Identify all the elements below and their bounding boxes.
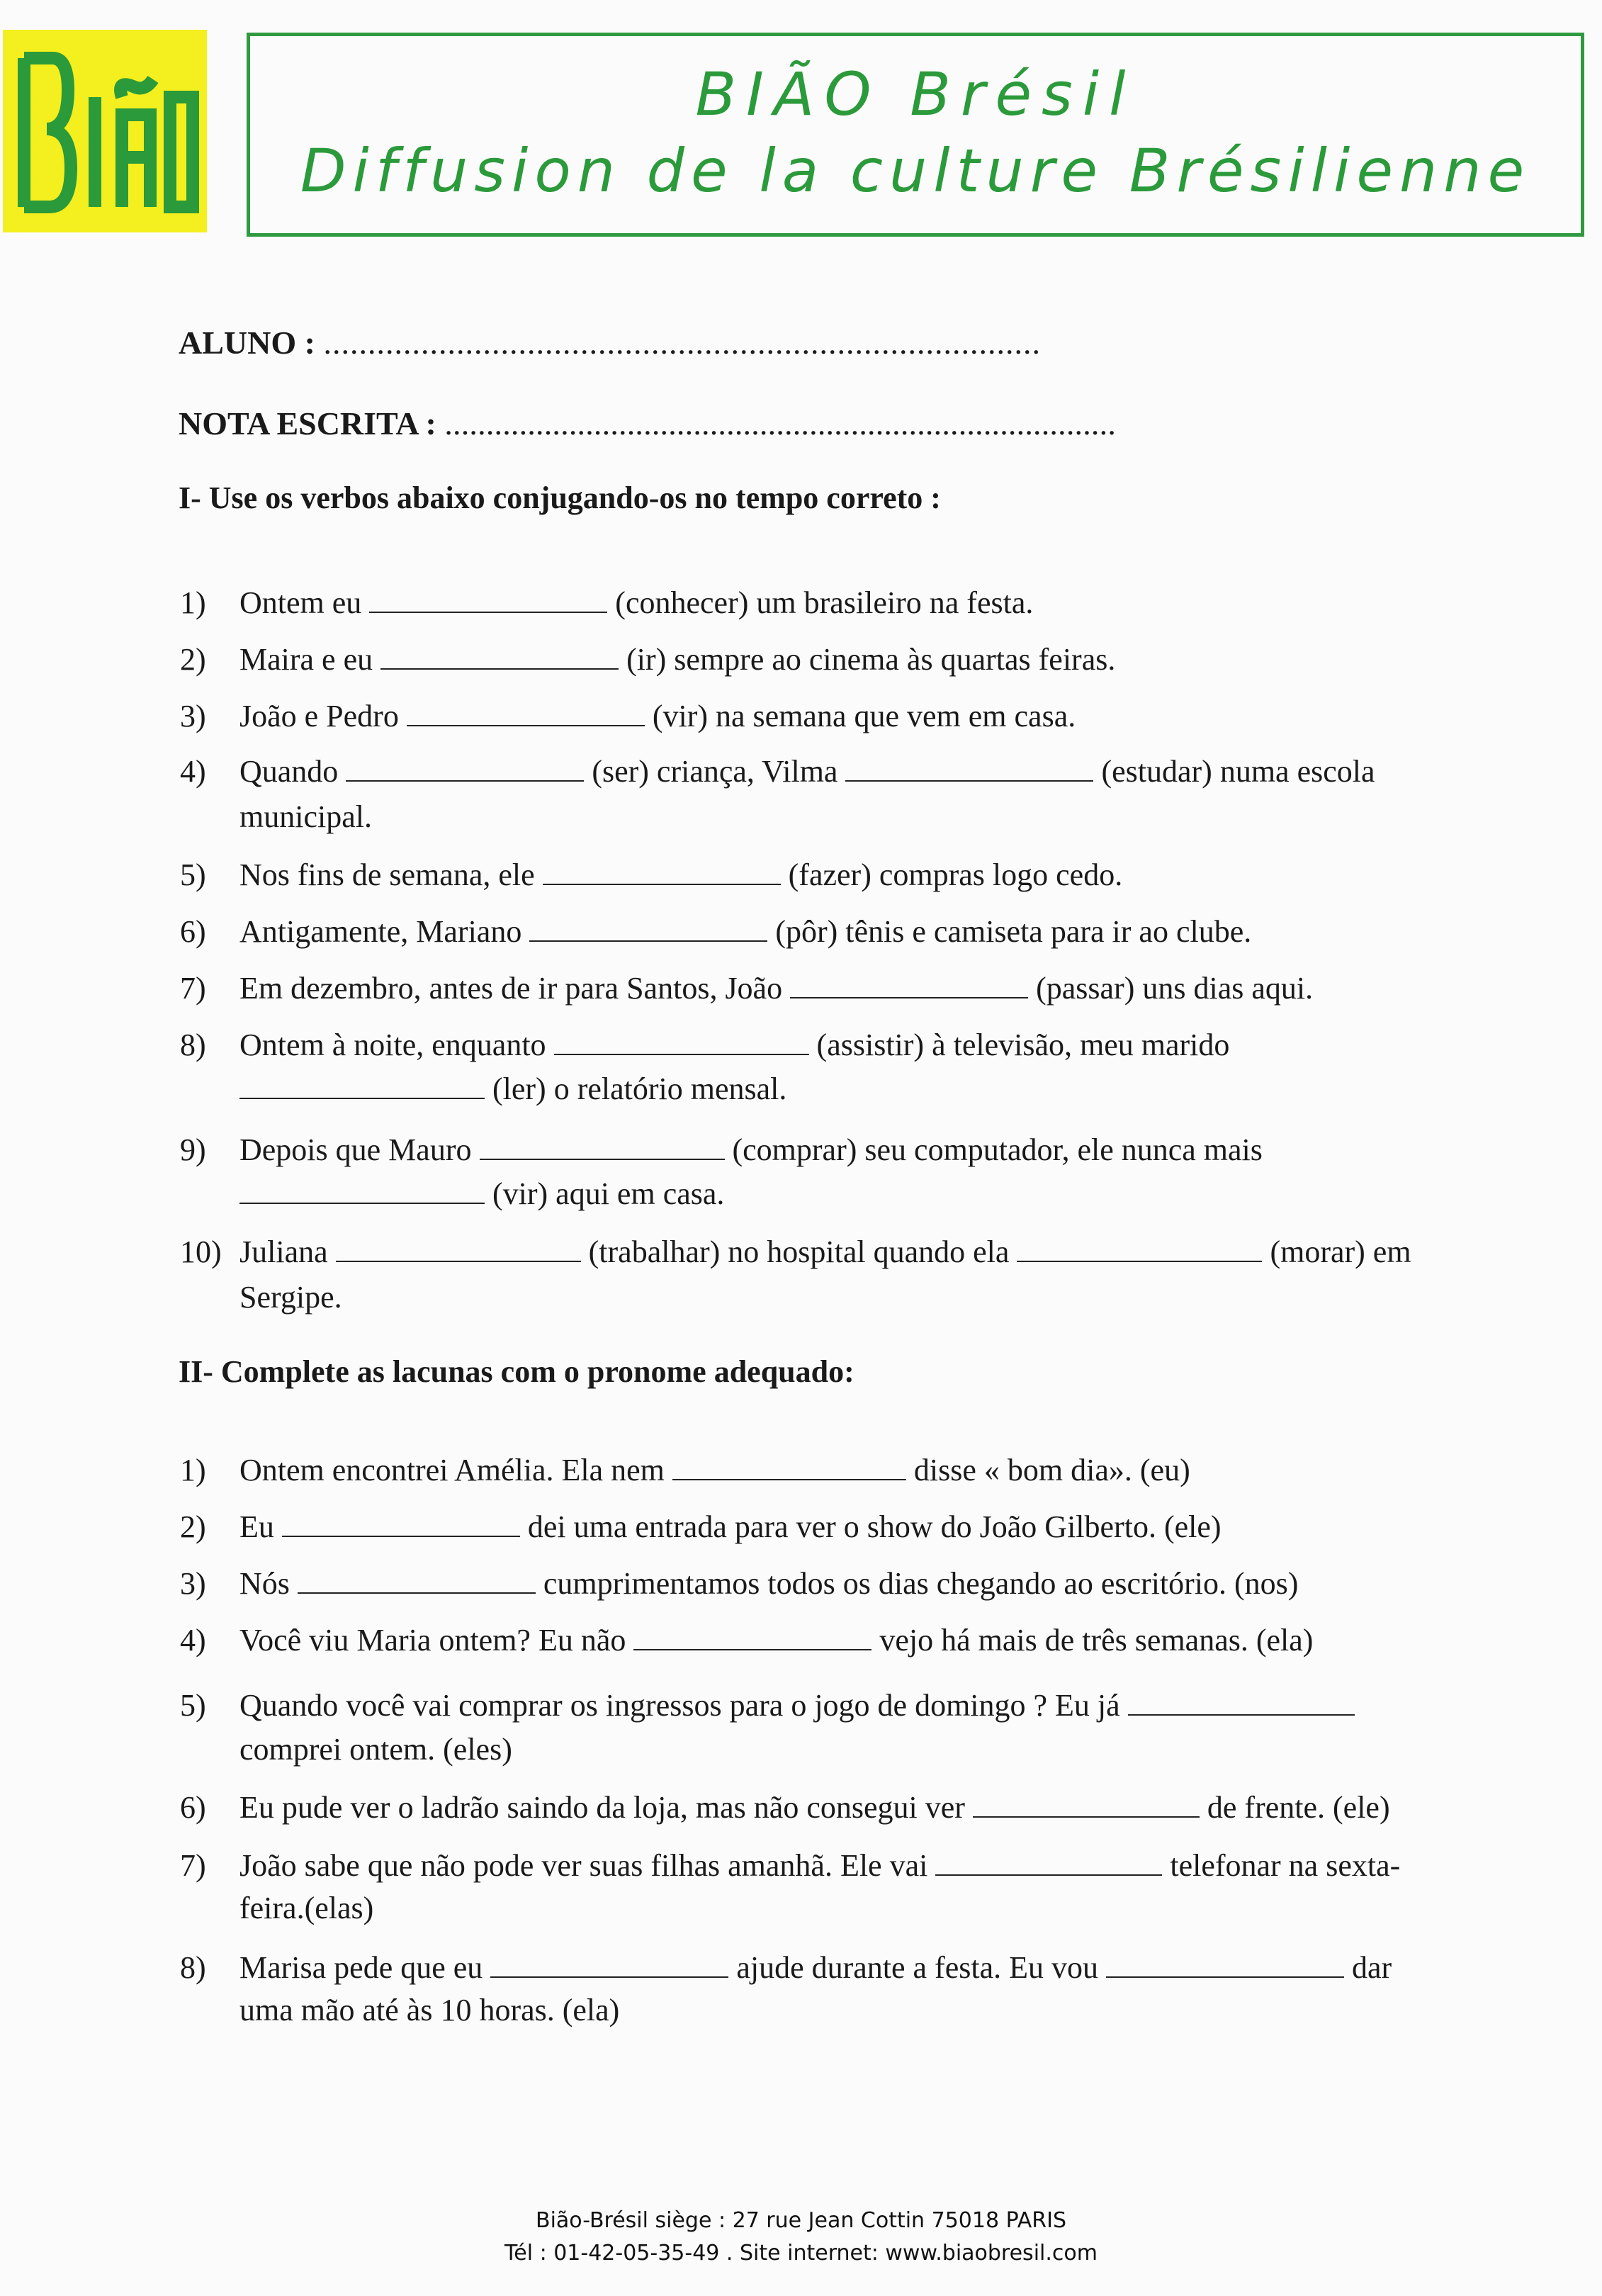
answer-blank[interactable] <box>490 1948 728 1978</box>
item-text: Antigamente, Mariano <box>239 914 522 949</box>
item-text: (assistir) à televisão, meu marido <box>816 1028 1230 1062</box>
item-text: João sabe que não pode ver suas filhas amanhã. Ele vai <box>239 1848 928 1883</box>
item-text: disse « bom dia». (eu) <box>913 1453 1190 1487</box>
aluno-label: ALUNO : <box>179 325 315 361</box>
answer-blank[interactable] <box>1128 1686 1355 1716</box>
item-text: dar <box>1352 1950 1392 1985</box>
answer-blank[interactable] <box>298 1564 536 1594</box>
answer-blank[interactable] <box>346 752 584 782</box>
answer-blank[interactable] <box>529 912 767 942</box>
item-text: Marisa pede que eu <box>239 1950 483 1985</box>
aluno-field[interactable] <box>179 323 1041 363</box>
item-number: 5) <box>180 857 206 892</box>
item-text: (fazer) compras logo cedo. <box>788 857 1123 892</box>
footer-contact: Tél : 01-42-05-35-49 . Site internet: www.biaobresil.com <box>504 2241 1098 2266</box>
item-text: Maira e eu <box>239 642 373 677</box>
answer-blank[interactable] <box>369 583 607 613</box>
item-number: 3) <box>180 1566 206 1601</box>
answer-blank[interactable] <box>380 640 619 670</box>
item-text: Em dezembro, antes de ir para Santos, João <box>239 971 783 1006</box>
item-text: Sergipe. <box>239 1280 342 1315</box>
item-number: 10) <box>180 1234 222 1269</box>
item-text: Nós <box>239 1566 290 1601</box>
biao-logo <box>3 30 207 232</box>
item-text: Quando você vai comprar os ingressos para o jogo de domingo ? Eu já <box>239 1688 1120 1723</box>
item-text: ajude durante a festa. Eu vou <box>736 1950 1098 1985</box>
answer-blank[interactable] <box>543 855 781 885</box>
nota-field[interactable] <box>179 404 1116 444</box>
answer-blank[interactable] <box>935 1846 1162 1876</box>
item-text: (vir) aqui em casa. <box>492 1176 725 1211</box>
item-text: (vir) na semana que vem em casa. <box>652 699 1076 733</box>
answer-blank[interactable] <box>845 752 1093 782</box>
aluno-dots: ................................................................................. <box>323 325 1041 361</box>
item-text: Ontem à noite, enquanto <box>239 1028 546 1062</box>
item-text: comprei ontem. (eles) <box>239 1732 512 1767</box>
answer-blank[interactable] <box>282 1507 520 1537</box>
answer-blank[interactable] <box>1106 1948 1344 1978</box>
item-text: Eu pude ver o ladrão saindo da loja, mas não consegui ver <box>239 1790 965 1825</box>
item-text: Ontem eu <box>239 585 362 620</box>
item-text: (conhecer) um brasileiro na festa. <box>615 585 1034 620</box>
item-text: (ser) criança, Vilma <box>592 754 838 789</box>
item-number: 8) <box>180 1028 206 1062</box>
item-text: Eu <box>239 1509 274 1544</box>
answer-blank[interactable] <box>480 1130 725 1160</box>
item-text: telefonar na sexta- <box>1170 1848 1401 1883</box>
item-number: 7) <box>180 1848 206 1883</box>
nota-dots: ................................................................................. <box>444 405 1117 441</box>
item-text: dei uma entrada para ver o show do João Gilberto. (ele) <box>527 1509 1222 1544</box>
item-text: Depois que Mauro <box>239 1132 472 1167</box>
item-text: Você viu Maria ontem? Eu não <box>239 1623 626 1658</box>
answer-blank[interactable] <box>672 1451 906 1480</box>
biao-logo-mark <box>3 30 207 232</box>
answer-blank[interactable] <box>239 1174 485 1204</box>
nota-label: NOTA ESCRITA : <box>179 405 436 441</box>
item-number: 5) <box>180 1688 206 1723</box>
item-number: 2) <box>180 642 206 677</box>
item-text: (trabalhar) no hospital quando ela <box>588 1234 1010 1269</box>
item-text: Juliana <box>239 1234 328 1269</box>
answer-blank[interactable] <box>336 1232 581 1262</box>
answer-blank[interactable] <box>633 1621 871 1650</box>
item-text: de frente. (ele) <box>1207 1790 1390 1825</box>
item-text: municipal. <box>239 799 372 834</box>
footer-address: Bião-Brésil siège : 27 rue Jean Cottin 75018 PARIS <box>535 2208 1067 2233</box>
answer-blank[interactable] <box>407 697 645 726</box>
item-number: 9) <box>180 1132 206 1167</box>
item-text: (passar) uns dias aqui. <box>1036 971 1314 1006</box>
answer-blank[interactable] <box>554 1025 809 1055</box>
item-text: vejo há mais de três semanas. (ela) <box>879 1623 1314 1658</box>
item-number: 4) <box>180 1623 206 1658</box>
item-text: (comprar) seu computador, ele nunca mais <box>732 1132 1263 1167</box>
answer-blank[interactable] <box>1017 1232 1262 1262</box>
title-box <box>247 33 1584 237</box>
item-number: 2) <box>180 1509 206 1544</box>
answer-blank[interactable] <box>790 969 1028 998</box>
item-number: 7) <box>180 971 206 1006</box>
answer-blank[interactable] <box>239 1069 485 1099</box>
item-text: Quando <box>239 754 339 789</box>
item-text: (morar) em <box>1270 1234 1411 1269</box>
item-number: 3) <box>180 699 206 733</box>
item-text: Ontem encontrei Amélia. Ela nem <box>239 1453 665 1487</box>
item-number: 6) <box>180 914 206 949</box>
answer-blank[interactable] <box>973 1788 1200 1818</box>
item-number: 1) <box>180 585 206 620</box>
item-text: feira.(elas) <box>239 1891 374 1925</box>
item-text: (pôr) tênis e camiseta para ir ao clube. <box>775 914 1252 949</box>
item-text: (ler) o relatório mensal. <box>492 1071 787 1106</box>
item-text: Nos fins de semana, ele <box>239 857 535 892</box>
item-number: 4) <box>180 754 206 789</box>
item-number: 1) <box>180 1453 206 1487</box>
item-text: uma mão até às 10 horas. (ela) <box>239 1993 620 2027</box>
item-number: 6) <box>180 1790 206 1825</box>
item-text: (ir) sempre ao cinema às quartas feiras. <box>626 642 1116 677</box>
item-number: 8) <box>180 1950 206 1985</box>
header-title: BIÃO Brésil <box>695 60 1136 129</box>
item-text: João e Pedro <box>239 699 399 733</box>
section-2-title: II- Complete as lacunas com o pronome adequado: <box>179 1354 854 1389</box>
item-text: (estudar) numa escola <box>1101 754 1375 789</box>
item-text: cumprimentamos todos os dias chegando ao escritório. (nos) <box>543 1566 1299 1601</box>
header-subtitle: Diffusion de la culture Brésilienne <box>300 136 1531 206</box>
section-1-title: I- Use os verbos abaixo conjugando-os no tempo correto : <box>179 480 941 515</box>
